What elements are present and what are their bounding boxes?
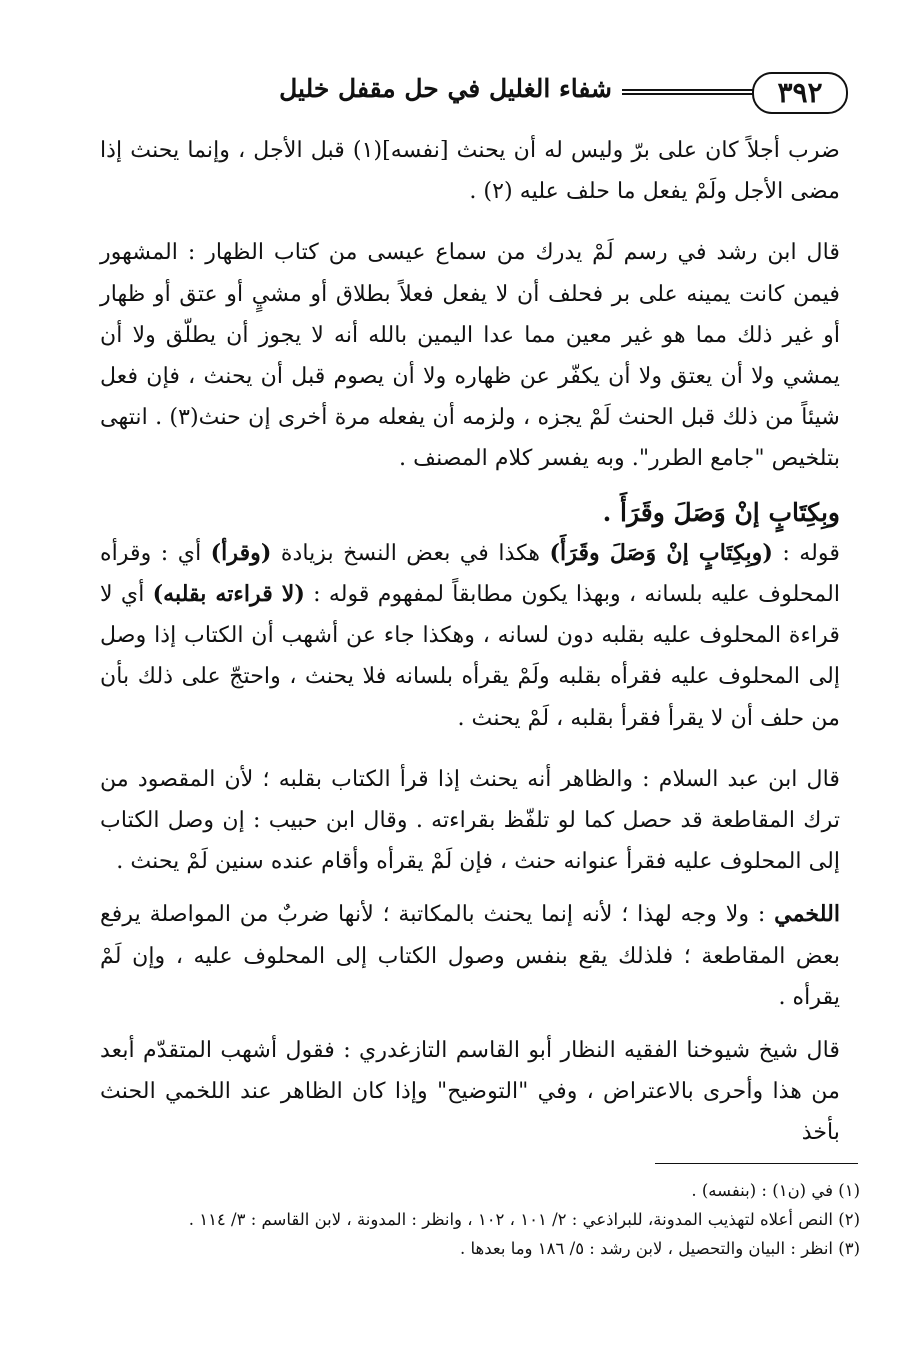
paragraph-6: قال شيخ شيوخنا الفقيه النظار أبو القاسم التازغدري : فقول أشهب المتقدّم أبعد من هذا وأحرى بالاعتراض ، وفي "التوضيح" وإذا كان الظاهر عند اللخمي الحنث بأخذ xyxy=(100,1037,840,1146)
paragraph-2: قال ابن رشد في رسم لَمْ يدرك من سماع عيسى من كتاب الظهار : المشهور فيمن كانت يمينه على بر فحلف أن لا يفعل فعلاً بطلاق أو مشيٍ أو عتق أو ظهار أو غير ذلك مما هو غير معين مما عدا اليمين بالله أنه لا يجوز أن يطلّق ولا أن يمشي ولا أن يعتق ولا أن يكفّر عن ظهاره ولا أن يصوم قبل أن يحنث ، فإن فعل شيئاً من ذلك قبل الحنث لَمْ يجزه ، ولزمه أن يفعله مرة أخرى إن حنث(٣) . انتهى بتلخيص "جامع الطرر". وبه يفسر كلام المصنف . xyxy=(100,239,840,472)
quoted-matn-2: (وقرأ) xyxy=(210,539,272,566)
running-title: شفاء الغليل في حل مقفل خليل xyxy=(279,74,612,103)
paragraph-5-rest: : ولا وجه لهذا ؛ لأنه إنما يحنث بالمكاتبة ؛ لأنها ضربٌ من المواصلة يرفع بعض المقاطعة ؛ فلذلك يقع بنفس وصول الكتاب إلى المحلوف عليه ، وإن لَمْ يقرأه . xyxy=(100,901,840,1010)
footnote-3: (٣) انظر : البيان والتحصيل ، لابن رشد : ٥/ ١٨٦ وما بعدها . xyxy=(460,1239,860,1258)
page-header xyxy=(88,72,848,116)
header-rule xyxy=(622,89,754,95)
page-number: ٣٩٢ xyxy=(752,72,848,114)
paragraph-3-mid-1: هكذا في بعض النسخ بزيادة xyxy=(271,539,550,566)
footnote-2: (٢) النص أعلاه لتهذيب المدونة، للبراذعي : ٢/ ١٠١ ، ١٠٢ ، وانظر : المدونة ، لابن القاسم : ٣/ ١١٤ . xyxy=(188,1210,860,1229)
paragraph-5-lead: اللخمي xyxy=(774,901,840,928)
footnotes xyxy=(180,1176,860,1263)
footnote-1: (١) في (ن١) : (بنفسه) . xyxy=(691,1181,860,1200)
main-text xyxy=(100,130,840,1154)
paragraph-3 xyxy=(100,533,840,739)
section-heading: وبِكِتَابٍ إنْ وَصَلَ وقَرَأَ . xyxy=(602,497,840,527)
paragraph-3-mid-2: أي : وقرأه المحلوف عليه بلسانه ، وبهذا يكون مطابقاً لمفهوم قوله : xyxy=(100,539,840,608)
quoted-matn-1: (وبِكِتَابٍ إنْ وَصَلَ وقَرَأَ) xyxy=(549,539,773,566)
paragraph-5 xyxy=(100,894,840,1018)
paragraph-4: قال ابن عبد السلام : والظاهر أنه يحنث إذا قرأ الكتاب بقلبه ؛ لأن المقصود من ترك المقاطعة قد حصل كما لو تلفّظ بقراءته . وقال ابن حبيب : إن وصل الكتاب إلى المحلوف عليه فقرأ عنوانه حنث ، فإن لَمْ يقرأه وأقام عنده سنين لَمْ يحنث . xyxy=(100,765,840,875)
paragraph-3-end: أي لا قراءة المحلوف عليه بقلبه دون لسانه ، وهكذا جاء عن أشهب أن الكتاب إذا وصل إلى المحلوف عليه فقرأه بقلبه ولَمْ يقرأه بلسانه فلا يحنث ، واحتجّ على ذلك بأن من حلف أن لا يقرأ فقرأ بقلبه ، لَمْ يحنث . xyxy=(100,581,840,731)
footnote-rule xyxy=(655,1163,858,1164)
quoted-matn-3: (لا قراءته بقلبه) xyxy=(152,581,305,608)
paragraph-1: ضرب أجلاً كان على برّ وليس له أن يحنث [نفسه](١) قبل الأجل ، وإنما يحنث إذا مضى الأجل ولَمْ يفعل ما حلف عليه (٢) . xyxy=(100,137,840,205)
paragraph-3-start: قوله : xyxy=(772,539,840,566)
